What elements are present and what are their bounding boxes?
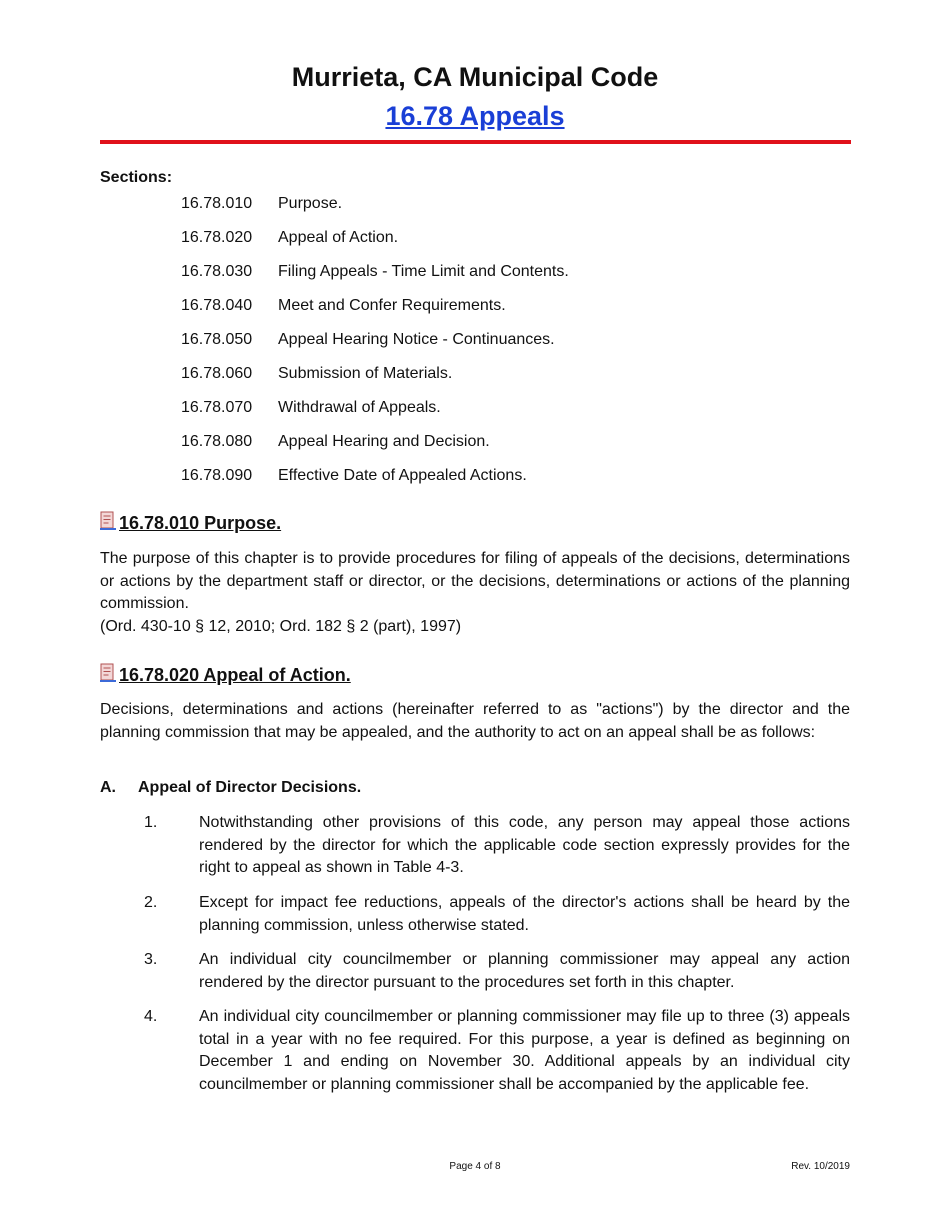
toc-number: 16.78.080 xyxy=(181,433,253,450)
page-title: Murrieta, CA Municipal Code xyxy=(291,62,659,92)
list-item xyxy=(144,1006,850,1096)
header-divider xyxy=(100,140,851,144)
bookmark-icon[interactable] xyxy=(100,511,116,536)
subsection-heading xyxy=(100,779,361,797)
list-item-text: Notwithstanding other provisions of this code, any person may appeal those actions rendered by the director for which the applicable code section expressly provides for the right to appeal as shown in Table 4-3. xyxy=(199,814,850,876)
toc-title: Effective Date of Appealed Actions. xyxy=(278,467,527,484)
list-item-number: 4. xyxy=(144,1008,158,1025)
list-item-number: 3. xyxy=(144,951,158,968)
list-item xyxy=(144,812,850,880)
toc-row[interactable] xyxy=(181,398,569,432)
sections-list xyxy=(181,194,569,500)
toc-row[interactable] xyxy=(181,228,569,262)
toc-row[interactable] xyxy=(181,466,569,500)
list-item-number: 1. xyxy=(144,814,158,831)
chapter-link[interactable]: 16.78 Appeals xyxy=(385,101,565,131)
toc-title: Appeal Hearing Notice - Continuances. xyxy=(278,331,555,348)
toc-number: 16.78.070 xyxy=(181,399,253,416)
toc-number: 16.78.040 xyxy=(181,297,253,314)
toc-title: Appeal of Action. xyxy=(278,229,399,246)
toc-title: Purpose. xyxy=(278,195,343,212)
toc-row[interactable] xyxy=(181,296,569,330)
bookmark-icon[interactable] xyxy=(100,663,116,688)
toc-number: 16.78.030 xyxy=(181,263,253,280)
list-item xyxy=(144,892,850,937)
toc-title: Withdrawal of Appeals. xyxy=(278,399,441,416)
toc-title: Appeal Hearing and Decision. xyxy=(278,433,490,450)
section-020-body: Decisions, determinations and actions (hereinafter referred to as "actions") by the director and the planning commission that may be appealed, and the authority to act on an appeal shall be as follows: xyxy=(100,701,850,741)
toc-row[interactable] xyxy=(181,330,569,364)
toc-row[interactable] xyxy=(181,364,569,398)
sections-label: Sections: xyxy=(100,169,173,186)
section-heading-text: 16.78.020 Appeal of Action. xyxy=(119,665,351,685)
toc-number: 16.78.090 xyxy=(181,467,253,484)
list-item-text: Except for impact fee reductions, appeals of the director's actions shall be heard by the planning commission, unless otherwise stated. xyxy=(199,894,850,934)
subsection-letter: A. xyxy=(100,779,116,796)
toc-row[interactable] xyxy=(181,432,569,466)
page-number: Page 4 of 8 xyxy=(449,1161,501,1172)
list-item-text: An individual city councilmember or planning commissioner may appeal any action rendered by the director pursuant to the procedures set forth in this chapter. xyxy=(199,951,850,991)
toc-title: Meet and Confer Requirements. xyxy=(278,297,506,314)
toc-row[interactable] xyxy=(181,262,569,296)
list-item-text: An individual city councilmember or planning commissioner may file up to three (3) appeals total in a year with no fee required. For this purpose, a year is defined as beginning on December 1 and ending on November 30. Additional appeals by an individual city councilmember or planning commissioner shall be accompanied by the applicable fee. xyxy=(199,1008,850,1093)
list-item xyxy=(144,949,850,994)
toc-number: 16.78.050 xyxy=(181,331,253,348)
toc-number: 16.78.060 xyxy=(181,365,253,382)
section-010-body: The purpose of this chapter is to provide procedures for filing of appeals of the decisions, determinations or actions by the department staff or director, or the decisions, determinations or actions of the planning commission. xyxy=(100,550,850,612)
revision-date: Rev. 10/2019 xyxy=(791,1161,850,1172)
section-heading-text: 16.78.010 Purpose. xyxy=(119,513,282,533)
toc-row[interactable] xyxy=(181,194,569,228)
toc-number: 16.78.010 xyxy=(181,195,253,212)
subsection-title: Appeal of Director Decisions. xyxy=(138,779,362,796)
section-010-history: (Ord. 430-10 § 12, 2010; Ord. 182 § 2 (part), 1997) xyxy=(100,618,462,635)
section-heading-020 xyxy=(100,663,351,688)
toc-title: Submission of Materials. xyxy=(278,365,453,382)
list-item-number: 2. xyxy=(144,894,158,911)
section-heading-010 xyxy=(100,511,281,536)
toc-number: 16.78.020 xyxy=(181,229,253,246)
toc-title: Filing Appeals - Time Limit and Contents. xyxy=(278,263,569,280)
